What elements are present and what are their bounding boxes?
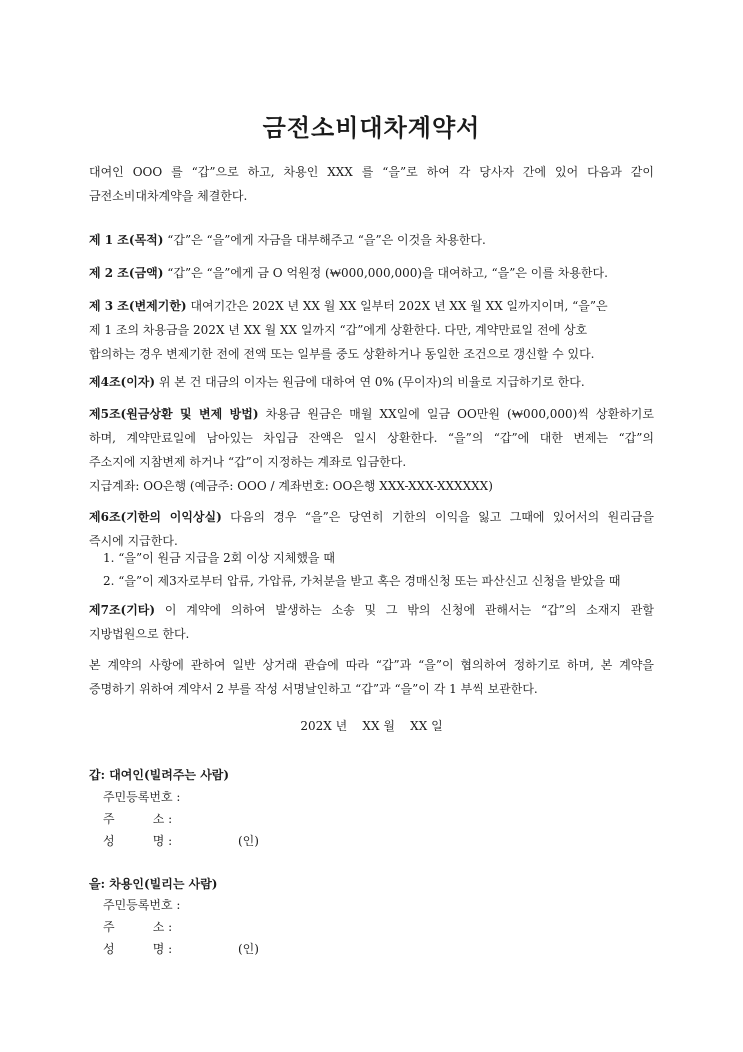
article-2: [89, 261, 654, 285]
article-5-text-1: 차용금 원금은 매월 XX일에 일금 OO만원 (₩000,000)씩 상환하기로: [258, 407, 654, 421]
payment-account: 지급계좌: OO은행 (예금주: OOO / 계좌번호: OO은행 XXX-XXX-XXXXXX): [89, 479, 493, 493]
article-6-text-2: 즉시에 지급한다.: [89, 534, 178, 548]
document-title: 금전소비대차계약서: [262, 113, 481, 142]
article-4-heading: 제4조(이자): [89, 375, 156, 389]
borrower-address-label: 주 소 :: [103, 920, 173, 934]
article-7: [89, 598, 654, 646]
article-6-item-2: 2. “을”이 제3자로부터 압류, 가압류, 가처분을 받고 혹은 경매신청 또는 파산신고 신청을 받았을 때: [103, 574, 621, 588]
closing-line-1: 본 계약의 사항에 관하여 일반 상거래 관습에 따라 “갑”과 “을”이 협의하여 정하기로 하며, 본 계약을: [89, 658, 654, 672]
article-3-text-3: 합의하는 경우 변제기한 전에 전액 또는 일부를 중도 상환하거나 동일한 조건으로 갱신할 수 있다.: [89, 347, 595, 361]
article-2-text: “갑”은 “을”에게 금 O 억원정 (₩000,000,000)을 대여하고, “을”은 이를 차용한다.: [163, 266, 608, 280]
borrower-title: 을: 차용인(빌리는 사람): [89, 877, 218, 891]
borrower-id-label: 주민등록번호 :: [103, 898, 181, 912]
intro-paragraph: [89, 160, 654, 208]
article-4-text: 위 본 건 대금의 이자는 원금에 대하여 연 0% (무이자)의 비율로 지급하기로 한다.: [155, 375, 585, 389]
article-7-heading: 제7조(기타): [89, 603, 156, 617]
lender-name-label: 성 명 :: [103, 834, 173, 848]
article-7-text-2: 지방법원으로 한다.: [89, 627, 190, 641]
article-5-text-3: 주소지에 지참변제 하거나 “갑”이 지정하는 계좌로 입금한다.: [89, 455, 407, 469]
article-6-heading: 제6조(기한의 이익상실): [89, 510, 222, 524]
article-1-heading: 제 1 조(목적): [89, 233, 164, 247]
intro-line-2: 금전소비대차계약을 체결한다.: [89, 189, 248, 203]
contract-date: 202X 년 XX 월 XX 일: [300, 719, 443, 733]
lender-seal-mark: (인): [238, 834, 259, 848]
lender-title: 갑: 대여인(빌려주는 사람): [89, 768, 230, 782]
article-7-text-1: 이 계약에 의하여 발생하는 소송 및 그 밖의 신청에 관해서는 “갑”의 소재지 관할: [155, 603, 654, 617]
article-1-text: “갑”은 “을”에게 자금을 대부해주고 “을”은 이것을 차용한다.: [163, 233, 486, 247]
article-3-text-1: 대여기간은 202X 년 XX 월 XX 일부터 202X 년 XX 월 XX 일까지이며, “을”은: [186, 299, 608, 313]
article-3-text-2: 제 1 조의 차용금을 202X 년 XX 월 XX 일까지 “갑”에게 상환한다. 다만, 계약만료일 전에 상호: [89, 323, 588, 337]
article-3: [89, 294, 654, 366]
article-5-text-2: 하며, 계약만료일에 남아있는 차입금 잔액은 일시 상환한다. “을”의 “갑”에 대한 변제는 “갑”의: [89, 431, 654, 445]
closing-paragraph: [89, 653, 654, 701]
article-6-text-1: 다음의 경우 “을”은 당연히 기한의 이익을 잃고 그때에 있어서의 원리금을: [221, 510, 654, 524]
article-4: [89, 370, 654, 394]
intro-line-1: 대여인 OOO 를 “갑”으로 하고, 차용인 XXX 를 “을”로 하여 각 당사자 간에 있어 다음과 같이: [89, 165, 654, 179]
closing-line-2: 증명하기 위하여 계약서 2 부를 작성 서명날인하고 “갑”과 “을”이 각 1 부씩 보관한다.: [89, 682, 538, 696]
lender-id-label: 주민등록번호 :: [103, 790, 181, 804]
article-2-heading: 제 2 조(금액): [89, 266, 164, 280]
article-6-item-1: 1. “을”이 원금 지급을 2회 이상 지체했을 때: [103, 551, 335, 565]
article-3-heading: 제 3 조(변제기한): [89, 299, 187, 313]
borrower-seal-mark: (인): [238, 942, 259, 956]
article-5-heading: 제5조(원금상환 및 변제 방법): [89, 407, 259, 421]
article-1: [89, 228, 654, 252]
lender-address-label: 주 소 :: [103, 812, 173, 826]
borrower-name-label: 성 명 :: [103, 942, 173, 956]
article-5: [89, 402, 654, 498]
